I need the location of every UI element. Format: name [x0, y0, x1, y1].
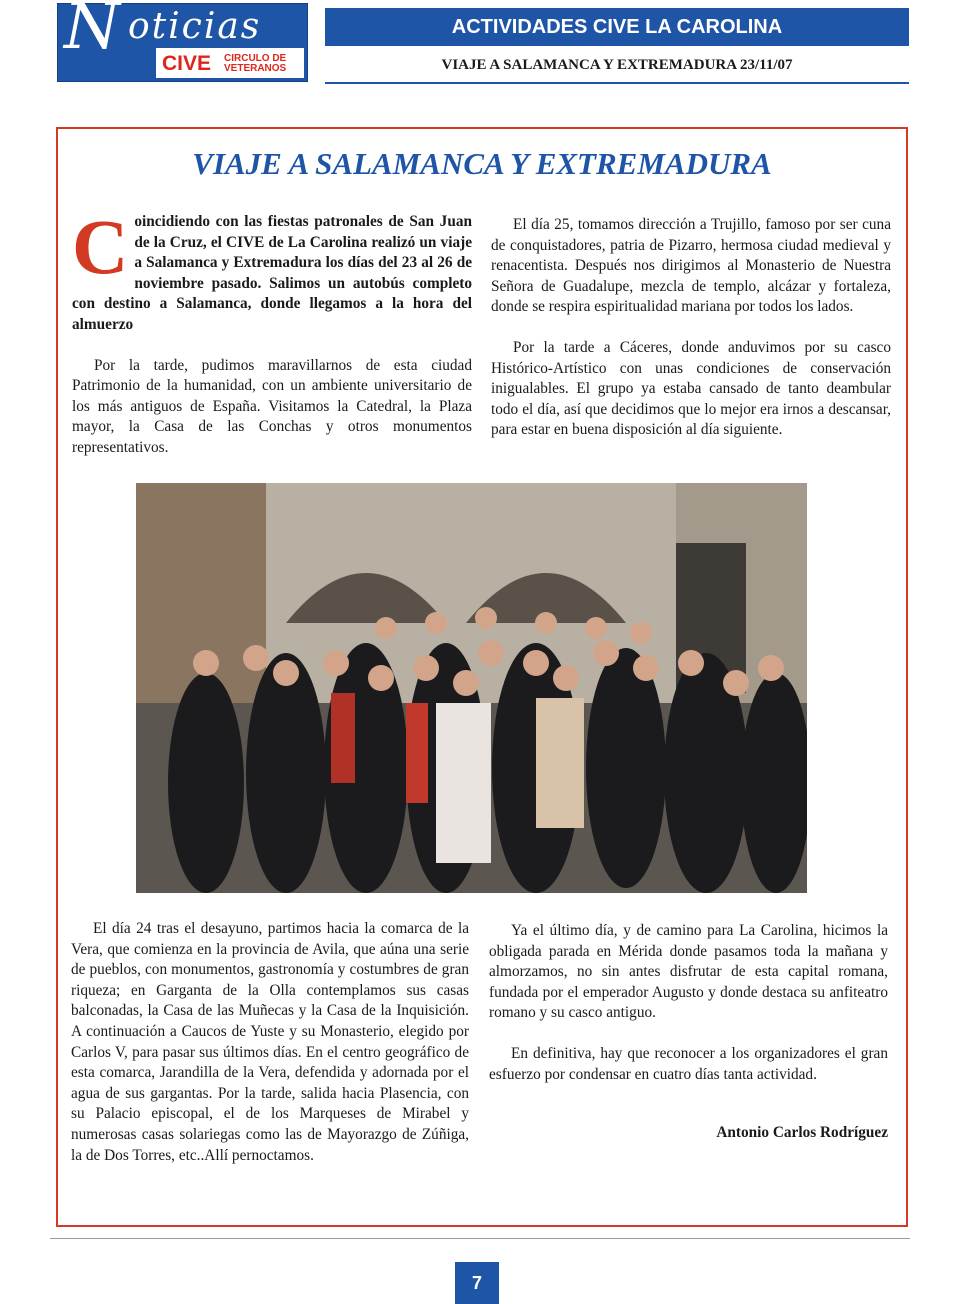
- column-bottom-right: [489, 921, 888, 1144]
- column-top-right: [491, 215, 891, 461]
- logo-cive: CIVE: [162, 52, 212, 75]
- paragraph-intro-text: oincidiendo con las fiestas patronales de San Juan de la Cruz, el CIVE de La Carolina realizó un viaje a Salamanca y Extremadura los días del 23 al 26 de noviembre pasado. Salimos un autobús completo con destino a Salamanca, donde llegamos a la hora del almuerzo: [72, 213, 472, 333]
- column-top-left: [72, 203, 472, 479]
- group-photo-illustration: [136, 483, 807, 893]
- logo-initial: N: [64, 0, 122, 64]
- logo-sub-line-2: VETERANOS: [224, 63, 287, 74]
- paragraph-vera: El día 24 tras el desayuno, partimos hacia la comarca de la Vera, que comienza en la provincia de Avila, que aúna una serie de pueblos, con monumentos, gastronomía y costumbres de gran riqueza; en Garganta de la Olla contemplamos sus casas balconadas, la Casa de las Muñecas y la Casa de la Inquisición. A continuación a Caucos de Yuste y su Monasterio, elegido por Carlos V, para pasar sus últimos días. En el centro geográfico de esta comarca, Jarandilla de la Vera, defendida y adornada por el agua de sus gargantas. Por la tarde, salida hacia Plasencia, con su Palacio episcopal, el de los Marqueses de Mirabel y numerosas casas solariegas como las de Mayorazgo de Zúñiga, la de Dos Torres, etc..Allí pernoctamos.: [71, 920, 469, 1164]
- logo-script-rest: oticias: [128, 6, 262, 47]
- paragraph-conclusion: En definitiva, hay que reconocer a los organizadores el gran esfuerzo por condensar en cuatro días tanta actividad.: [489, 1044, 888, 1083]
- paragraph-merida: Ya el último día, y de camino para La Carolina, hicimos la obligada parada en Mérida donde pasamos toda la mañana y almorzamos, no sin antes disfrutar de esta capital romana, fundada por el emperador Augusto y donde destaca su anfiteatro romano y su casco antiguo.: [489, 922, 888, 1022]
- page-number: 7: [455, 1262, 499, 1304]
- article-title: VIAJE A SALAMANCA Y EXTREMADURA: [192, 146, 772, 181]
- header-subtitle: VIAJE A SALAMANCA Y EXTREMADURA 23/11/07: [441, 57, 793, 73]
- header-divider: [325, 82, 909, 84]
- paragraph-salamanca: Por la tarde, pudimos maravillarnos de esta ciudad Patrimonio de la humanidad, con un ambiente universitario de los más antiguos de España. Visitamos la Catedral, la Plaza mayor, la Casa de las Conchas y otros monumentos representativos.: [72, 356, 472, 456]
- paragraph-caceres: Por la tarde a Cáceres, donde anduvimos por su casco Histórico-Artístico con unas condiciones de conservación inigualables. El grupo ya estaba cansado de tanto deambular todo el día, así que decidimos que lo mejor era irnos a descansar, para estar en buena disposición al día siguiente.: [491, 338, 891, 439]
- logo-sub: [224, 54, 286, 74]
- footer-divider: [50, 1238, 910, 1239]
- author-signature: Antonio Carlos Rodríguez: [716, 1124, 888, 1142]
- paragraph-intro: [72, 203, 472, 336]
- group-photo: [136, 483, 807, 893]
- column-bottom-left: [71, 919, 469, 1186]
- drop-cap: C: [72, 203, 129, 290]
- logo: [57, 0, 308, 82]
- section-banner: ACTIVIDADES CIVE LA CAROLINA: [325, 8, 909, 46]
- paragraph-trujillo: El día 25, tomamos dirección a Trujillo, famoso por ser cuna de conquistadores, patria de Pizarro, hermosa ciudad medieval y renacentista. Después nos dirigimos al Monasterio de Nuestra Señora de Guadalupe, mezcla de templo, alcázar y fortaleza, donde se respira espiritualidad mariana por todos los lados.: [491, 216, 891, 316]
- logo-sub-line-1: CIRCULO DE: [224, 53, 287, 64]
- logo-bottom: [156, 48, 304, 78]
